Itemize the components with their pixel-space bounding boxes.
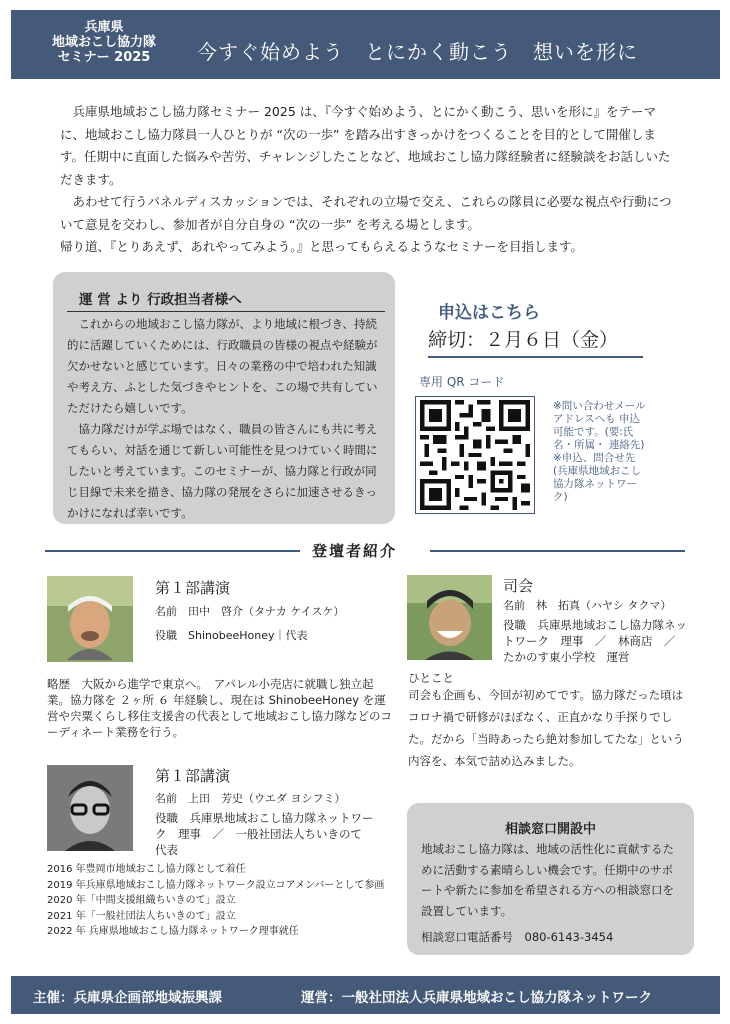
- gov-message-paragraph-1: これからの地域おこし協力隊が、より地域に根づき、持続的に活躍していくためには、行政職員の皆様の視点や経験が欠かせないと感じています。日々の業務の中で培われた知識や考え方、ふとした気づきやヒントを、この場で共有していただけたら嬉しいです。: [67, 317, 378, 415]
- inquiry-note: ※問い合わせメールアドレスへも 申込可能です。(要:氏名・所属・ 連絡先) ※申込、問合せ先 (兵庫県地域おこし協力隊ネットワーク): [553, 400, 646, 503]
- header-banner: [11, 10, 720, 79]
- qr-code-icon: [419, 400, 531, 510]
- career-item: 2016 年豊岡市地域おこし協力隊として着任: [47, 864, 246, 875]
- speakers-section-title: 登壇者紹介: [312, 542, 398, 560]
- speaker1-name: 名前 田中 啓介（タナカ ケイスケ）: [155, 605, 345, 618]
- career-item: 2020 年「中間支援組織ちいきのて」設立: [47, 895, 236, 906]
- speaker2-career-list: [47, 862, 387, 940]
- footer-banner: [11, 976, 720, 1014]
- apply-title: 申込はこちら: [438, 303, 540, 323]
- event-title-line3: セミナー 2025: [57, 50, 151, 65]
- intro-paragraph-1: 兵庫県地域おこし協力隊セミナー 2025 は、『今すぐ始めよう、とにかく動こう、思いを形に』をテーマに、地域おこし協力隊員一人ひとりが “次の一歩” を踏み出すきっかけをつくることを目的として開催します。任期中に直面した悩みや苦労、チャレンジしたことなど、地域おこし協力隊経験者に経験談をお話しいただきます。: [60, 104, 671, 187]
- mc-role: 役職 兵庫県地域おこし協力隊ネットワーク 理事 ／ 林商店 ／ たかのす東小学校 運営: [503, 618, 687, 664]
- intro-paragraph-3: 帰り道、『とりあえず、あれやってみよう。』と思ってもらえるようなセミナーを目指します。: [60, 239, 584, 254]
- speaker2-part: 第１部講演: [155, 767, 231, 785]
- consult-title: 相談窓口開設中: [504, 822, 596, 837]
- intro-text: [60, 101, 675, 259]
- career-item: 2021 年「一般社団法人ちいきのて」設立: [47, 910, 236, 922]
- career-item: 2019 年兵庫県地域おこし協力隊ネットワーク設立コアメンバーとして参画: [47, 879, 385, 891]
- footer-operator: 運営：一般社団法人兵庫県地域おこし協力隊ネットワーク: [301, 990, 652, 1006]
- event-title-line2: 地域おこし協力隊: [51, 35, 156, 50]
- intro-paragraph-2: あわせて行うパネルディスカッションでは、それぞれの立場で交え、これらの隊員に必要な視点や行動について意見を交わし、参加者が自分自身の “次の一歩” を考える場とします。: [60, 194, 672, 232]
- mc-photo: [407, 575, 492, 660]
- mc-comment: 司会も企画も、今回が初めてです。協力隊だった頃はコロナ禍で研修がほぼなく、正直かなり手探りでした。だから「当時あったら絶対参加してたな」という内容を、本気で詰め込みました。: [408, 688, 684, 768]
- career-item: 2022 年 兵庫県地域おこし協力隊ネットワーク理事就任: [47, 926, 299, 937]
- tagline: 今すぐ始めよう とにかく動こう 想いを形に: [197, 40, 638, 64]
- consult-box: [407, 803, 694, 955]
- consult-phone[interactable]: 相談窓口電話番号 080-6143-3454: [421, 930, 614, 944]
- speaker2-role: 役職 兵庫県地域おこし協力隊ネットワーク 理事 ／ 一般社団法人ちいきのて 代表: [155, 811, 374, 857]
- qr-label: 専用 QR コード: [419, 375, 505, 389]
- event-title-line1: 兵庫県: [84, 20, 124, 35]
- section-divider-right: [430, 550, 685, 552]
- consult-body: 地域おこし協力隊は、地域の活性化に貢献するために活動する素晴らしい機会です。任期中のサポートや新たに参加を希望される方への相談窓口を設置しています。: [421, 842, 674, 918]
- mc-name: 名前 林 拓真（ハヤシ タクマ）: [503, 599, 672, 612]
- gov-message-body: [67, 314, 385, 524]
- footer-host: 主催：兵庫県企画部地域振興課: [33, 990, 222, 1006]
- speaker1-part: 第１部講演: [155, 579, 231, 597]
- deadline: 締切：２月６日（金）: [428, 325, 643, 358]
- speaker1-role: 役職 ShinobeeHoney｜代表: [155, 629, 308, 642]
- speaker2-name: 名前 上田 芳史（ウエダ ヨシフミ）: [155, 792, 346, 805]
- speaker-photo-2: [47, 765, 133, 851]
- event-title: [29, 20, 179, 65]
- speaker-photo-1: [47, 576, 133, 662]
- qr-code[interactable]: [415, 396, 535, 514]
- section-divider-left: [45, 550, 300, 552]
- gov-message-paragraph-2: 協力隊だけが学ぶ場ではなく、職員の皆さんにも共に考えてもらい、対話を通じて新しい可能性を見つけていく時間にしたいと考えています。このセミナーが、協力隊と行政が同じ目線で未来を描き、協力隊の発展をさらに加速させるきっかけになれば幸いです。: [67, 422, 378, 520]
- mc-comment-label: ひとこと: [408, 671, 454, 685]
- gov-message-box: [53, 272, 395, 524]
- mc-part: 司会: [503, 577, 534, 595]
- speaker1-bio: 略歴 大阪から進学で東京へ。 アパレル小売店に就職し独立起業。協力隊を ２ヶ所 ６ 年経験し、現在は ShinobeeHoney を運営や宍粟くらし移住支援舎の代表として地域おこし協力隊などのコーディネート業務を行う。: [47, 677, 392, 739]
- gov-message-title: 運 営 より 行政担当者様へ: [67, 288, 385, 312]
